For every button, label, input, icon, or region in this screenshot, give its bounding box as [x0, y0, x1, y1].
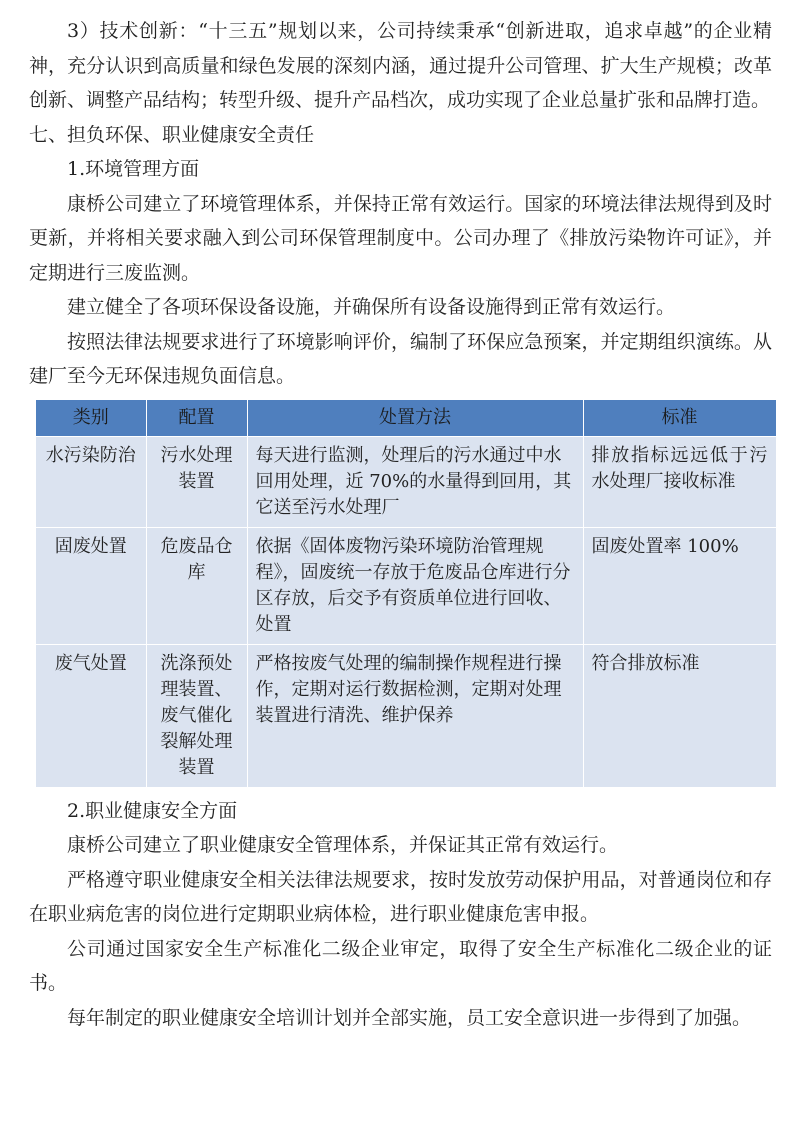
header-category: 类别 [36, 400, 146, 437]
header-config: 配置 [146, 400, 247, 437]
env-paragraph-2: 建立健全了各项环保设备设施，并确保所有设备设施得到正常有效运行。 [67, 296, 676, 318]
env-section-title: 1.环境管理方面 [67, 158, 200, 180]
row-config: 危废品仓库 [146, 527, 247, 644]
header-standard: 标准 [583, 400, 776, 437]
health-section-title: 2.职业健康安全方面 [67, 799, 238, 822]
env-paragraph-3: 按照法律法规要求进行了环境影响评价，编制了环保应急预案，并定期组织演练。从建厂至今无环保违规负面信息。 [29, 330, 772, 387]
row-category: 废气处置 [36, 644, 146, 787]
env-paragraph-1: 康桥公司建立了环境管理体系，并保持正常有效运行。国家的环境法律法规得到及时更新，并将相关要求融入到公司环保管理制度中。公司办理了《排放污染物许可证》，并定期进行三废监测。 [29, 192, 772, 284]
row-standard: 排放指标远远低于污水处理厂接收标准 [583, 436, 776, 527]
row-category: 水污染防治 [36, 436, 146, 527]
row-standard: 符合排放标准 [583, 644, 776, 787]
health-paragraph-3: 公司通过国家安全生产标准化二级企业审定，取得了安全生产标准化二级企业的证书。 [29, 937, 772, 994]
environment-table [36, 400, 777, 788]
row-method: 依据《固体废物污染环境防治管理规程》，固废统一存放于危废品仓库进行分区存放，后交予有资质单位进行回收、处置 [247, 527, 583, 644]
tech-innovation-paragraph: 3）技术创新：“十三五”规划以来，公司持续秉承“创新进取，追求卓越”的企业精神，充分认识到高质量和绿色发展的深刻内涵，通过提升公司管理、扩大生产规模；改革创新、调整产品结构；转型升级、提升产品档次，成功实现了企业总量扩张和品牌打造。 [29, 20, 772, 111]
header-method: 处置方法 [247, 400, 583, 437]
table-row [36, 436, 776, 527]
row-config: 污水处理装置 [146, 436, 247, 527]
section-heading: 七、担负环保、职业健康安全责任 [29, 123, 315, 146]
row-standard: 固废处置率 100% [583, 527, 776, 644]
health-paragraph-2: 严格遵守职业健康安全相关法律法规要求，按时发放劳动保护用品，对普通岗位和存在职业病危害的岗位进行定期职业病体检，进行职业健康危害申报。 [29, 868, 772, 925]
health-paragraph-4: 每年制定的职业健康安全培训计划并全部实施，员工安全意识进一步得到了加强。 [67, 1006, 752, 1029]
row-config: 洗涤预处理装置、废气催化裂解处理装置 [146, 644, 247, 787]
health-paragraph-1: 康桥公司建立了职业健康安全管理体系，并保证其正常有效运行。 [67, 834, 619, 856]
row-category: 固废处置 [36, 527, 146, 644]
table-row [36, 527, 776, 644]
row-method: 严格按废气处理的编制操作规程进行操作，定期对运行数据检测，定期对处理装置进行清洗、维护保养 [247, 644, 583, 787]
row-method: 每天进行监测，处理后的污水通过中水回用处理，近 70%的水量得到回用，其它送至污水处理厂 [247, 436, 583, 527]
table-header-row [36, 400, 776, 437]
table-row [36, 644, 776, 787]
